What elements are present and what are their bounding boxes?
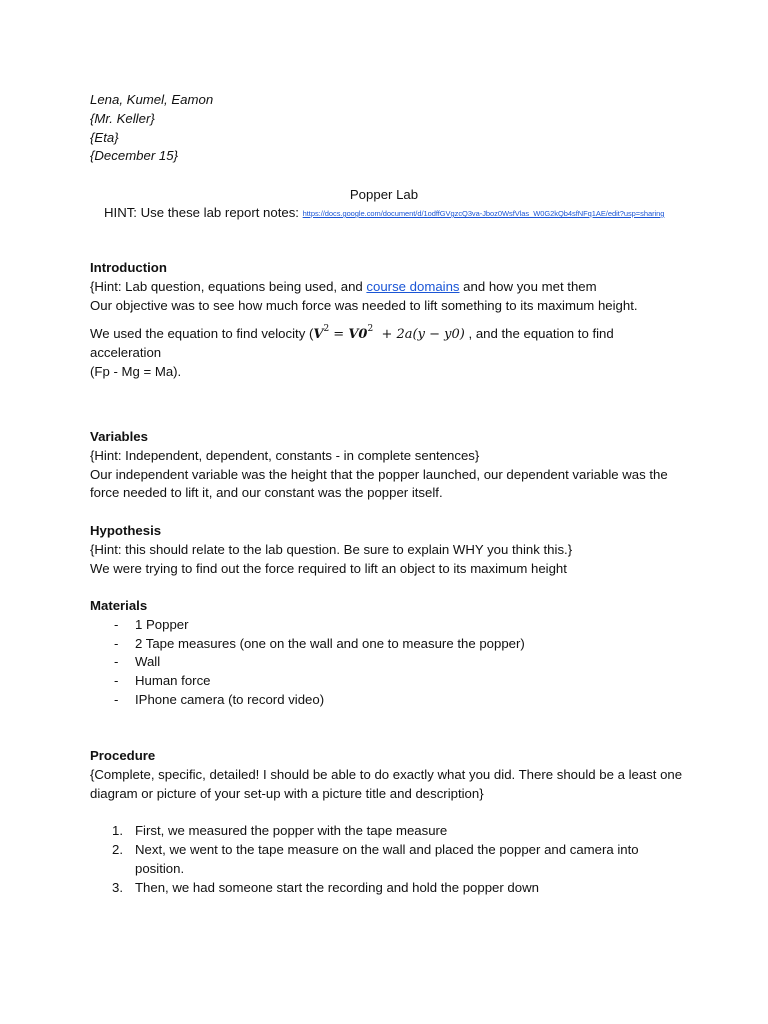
list-item: - 2 Tape measures (one on the wall and one to measure the popper)	[90, 635, 690, 654]
document-title: Popper Lab	[349, 187, 419, 202]
class-period: {Eta}	[90, 129, 119, 145]
materials-section	[90, 597, 690, 710]
lab-notes-hint	[104, 204, 664, 224]
list-item: - IPhone camera (to record video)	[90, 691, 690, 710]
introduction-hint: {Hint: Lab question, equations being used, and course domains and how you met them	[90, 278, 597, 294]
introduction-section	[90, 259, 690, 382]
variables-section	[90, 428, 690, 503]
student-names: Lena, Kumel, Eamon	[90, 92, 214, 107]
course-domains-link[interactable]: course domains	[366, 278, 460, 294]
hypothesis-text: We were trying to find out the force required to lift an object to its maximum height	[90, 560, 567, 576]
report-date: {December 15}	[90, 148, 178, 164]
variables-heading: Variables	[90, 429, 148, 444]
hypothesis-section	[90, 522, 690, 578]
procedure-steps	[90, 822, 690, 897]
introduction-objective: Our objective was to see how much force was needed to lift something to its maximum height.	[90, 297, 638, 313]
list-item: 1. First, we measured the popper with the tape measure	[112, 823, 448, 839]
velocity-equation-line: We used the equation to find velocity ($V^2 = V0^2 + 2a(y - y0)$ , and the equation to find	[90, 324, 614, 343]
hint-label: HINT: Use these lab report notes:	[104, 205, 299, 220]
materials-heading: Materials	[90, 598, 148, 613]
hypothesis-heading: Hypothesis	[90, 523, 162, 538]
student-header	[90, 91, 213, 166]
acceleration-equation: (Fp - Mg = Ma).	[90, 364, 182, 380]
blank-line	[90, 803, 690, 822]
variables-hint: {Hint: Independent, dependent, constants - in complete sentences}	[90, 447, 480, 463]
materials-list	[90, 616, 690, 710]
teacher-name: {Mr. Keller}	[90, 110, 155, 126]
introduction-heading: Introduction	[90, 260, 167, 275]
velocity-equation: $V^2 = V0^2 + 2a(y - y0)$	[313, 324, 465, 343]
procedure-hint: {Complete, specific, detailed! I should be able to do exactly what you did. There should be a least one diagram or picture of your set-up with a picture title and description}	[90, 766, 683, 801]
variables-text: Our independent variable was the height that the popper launched, our dependent variable was the force needed to lift it, and our constant was the popper itself.	[90, 466, 668, 501]
list-item: - Wall	[90, 653, 690, 672]
hypothesis-hint: {Hint: this should relate to the lab question. Be sure to explain WHY you think this.}	[90, 541, 573, 557]
lab-notes-link[interactable]: https://docs.google.com/document/d/1odffGVgzcQ3va-Jboz0WsfVlas_W0G2kQb4sfNFq1AE/edit?usp=sharing	[302, 209, 665, 218]
list-item: - 1 Popper	[90, 616, 690, 635]
procedure-section	[90, 747, 690, 897]
list-item: - Human force	[90, 672, 690, 691]
list-item: 2. Next, we went to the tape measure on the wall and placed the popper and camera into position.	[112, 841, 639, 876]
list-item: 3. Then, we had someone start the recording and hold the popper down	[112, 879, 539, 895]
procedure-heading: Procedure	[90, 748, 156, 763]
acceleration-label: acceleration	[90, 345, 162, 361]
